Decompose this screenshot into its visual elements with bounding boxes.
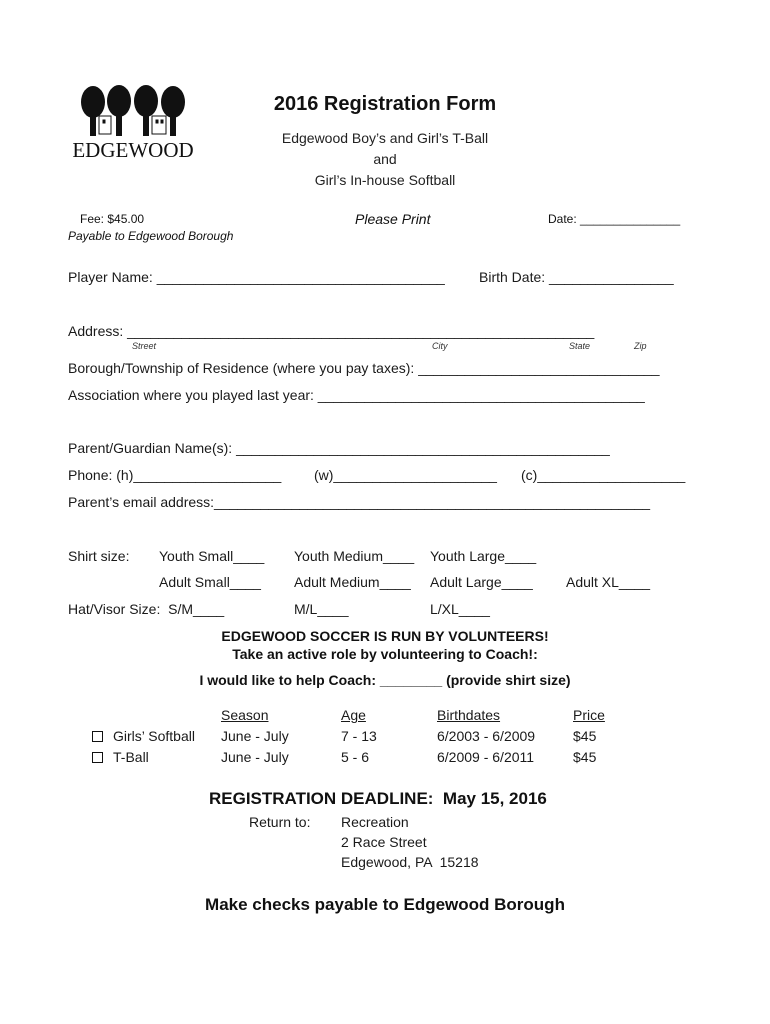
shirt-youth-large[interactable]: Youth Large____ [430, 548, 537, 564]
volunteer-heading: EDGEWOOD SOCCER IS RUN BY VOLUNTEERS! [221, 628, 549, 644]
hat-size-sm[interactable]: Hat/Visor Size: S/M____ [68, 601, 225, 617]
return-address-line-2: 2 Race Street [341, 834, 427, 850]
shirt-adult-large[interactable]: Adult Large____ [430, 574, 533, 590]
program-price: $45 [573, 728, 597, 744]
zip-label: Zip [634, 341, 647, 351]
shirt-size-label: Shirt size: [68, 548, 130, 564]
form-title: 2016 Registration Form [273, 93, 497, 115]
street-label: Street [132, 341, 157, 351]
price-header: Price [573, 707, 605, 723]
address-field[interactable]: Address: ____________________________________________________________ [68, 323, 595, 339]
phone-home-field[interactable]: Phone: (h)___________________ [68, 467, 282, 483]
parent-name-field[interactable]: Parent/Guardian Name(s): ________________________________________________ [68, 440, 610, 456]
program-age: 7 - 13 [341, 728, 377, 744]
trees-graphic [81, 85, 185, 136]
hat-size-ml[interactable]: M/L____ [294, 601, 349, 617]
program-price: $45 [573, 749, 597, 765]
subtitle-line-3: Girl’s In-house Softball [314, 172, 456, 188]
program-season: June - July [221, 728, 289, 744]
tball-checkbox[interactable] [92, 752, 103, 763]
birth-date-field[interactable]: Birth Date: ________________ [479, 269, 674, 285]
shirt-youth-small[interactable]: Youth Small____ [159, 548, 265, 564]
subtitle-line-2: and [373, 151, 397, 167]
season-header: Season [221, 707, 269, 723]
association-field[interactable]: Association where you played last year: __________________________________________ [68, 387, 645, 403]
edgewood-logo [66, 82, 201, 162]
shirt-adult-medium[interactable]: Adult Medium____ [294, 574, 411, 590]
shirt-adult-small[interactable]: Adult Small____ [159, 574, 261, 590]
registration-deadline: REGISTRATION DEADLINE: May 15, 2016 [209, 789, 547, 808]
email-field[interactable]: Parent’s email address:________________________________________________________ [68, 494, 651, 510]
borough-field[interactable]: Borough/Township of Residence (where you pay taxes): _______________________________ [68, 360, 660, 376]
payable-note: Payable to Edgewood Borough [68, 229, 234, 243]
age-header: Age [341, 707, 366, 723]
return-to-label: Return to: [249, 814, 311, 830]
state-label: State [569, 341, 591, 351]
program-age: 5 - 6 [341, 749, 370, 765]
shirt-youth-medium[interactable]: Youth Medium____ [294, 548, 415, 564]
coach-field[interactable]: I would like to help Coach: ________ (provide shirt size) [199, 672, 571, 688]
houses-graphic [99, 116, 166, 134]
hat-size-lxl[interactable]: L/XL____ [430, 601, 490, 617]
program-season: June - July [221, 749, 289, 765]
birthdates-header: Birthdates [437, 707, 501, 723]
please-print-note: Please Print [355, 211, 431, 227]
checks-payable-note: Make checks payable to Edgewood Borough [205, 895, 565, 914]
city-label: City [432, 341, 448, 351]
fee-label: Fee: $45.00 [80, 212, 145, 226]
phone-work-field[interactable]: (w)_____________________ [314, 467, 497, 483]
program-name: T-Ball [113, 749, 149, 765]
player-name-field[interactable]: Player Name: _____________________________________ [68, 269, 445, 285]
return-address-line-3: Edgewood, PA 15218 [341, 854, 479, 870]
volunteer-subheading: Take an active role by volunteering to Coach!: [232, 646, 538, 662]
date-field[interactable]: Date: _______________ [548, 212, 681, 226]
program-birthdates: 6/2009 - 6/2011 [437, 749, 535, 765]
softball-checkbox[interactable] [92, 731, 103, 742]
program-birthdates: 6/2003 - 6/2009 [437, 728, 536, 744]
subtitle-line-1: Edgewood Boy’s and Girl’s T-Ball [281, 130, 489, 146]
shirt-adult-xl[interactable]: Adult XL____ [566, 574, 651, 590]
phone-cell-field[interactable]: (c)___________________ [521, 467, 686, 483]
logo-wordmark: EDGEWOOD [72, 138, 194, 162]
program-name: Girls’ Softball [113, 728, 195, 744]
return-address-line-1: Recreation [341, 814, 409, 830]
